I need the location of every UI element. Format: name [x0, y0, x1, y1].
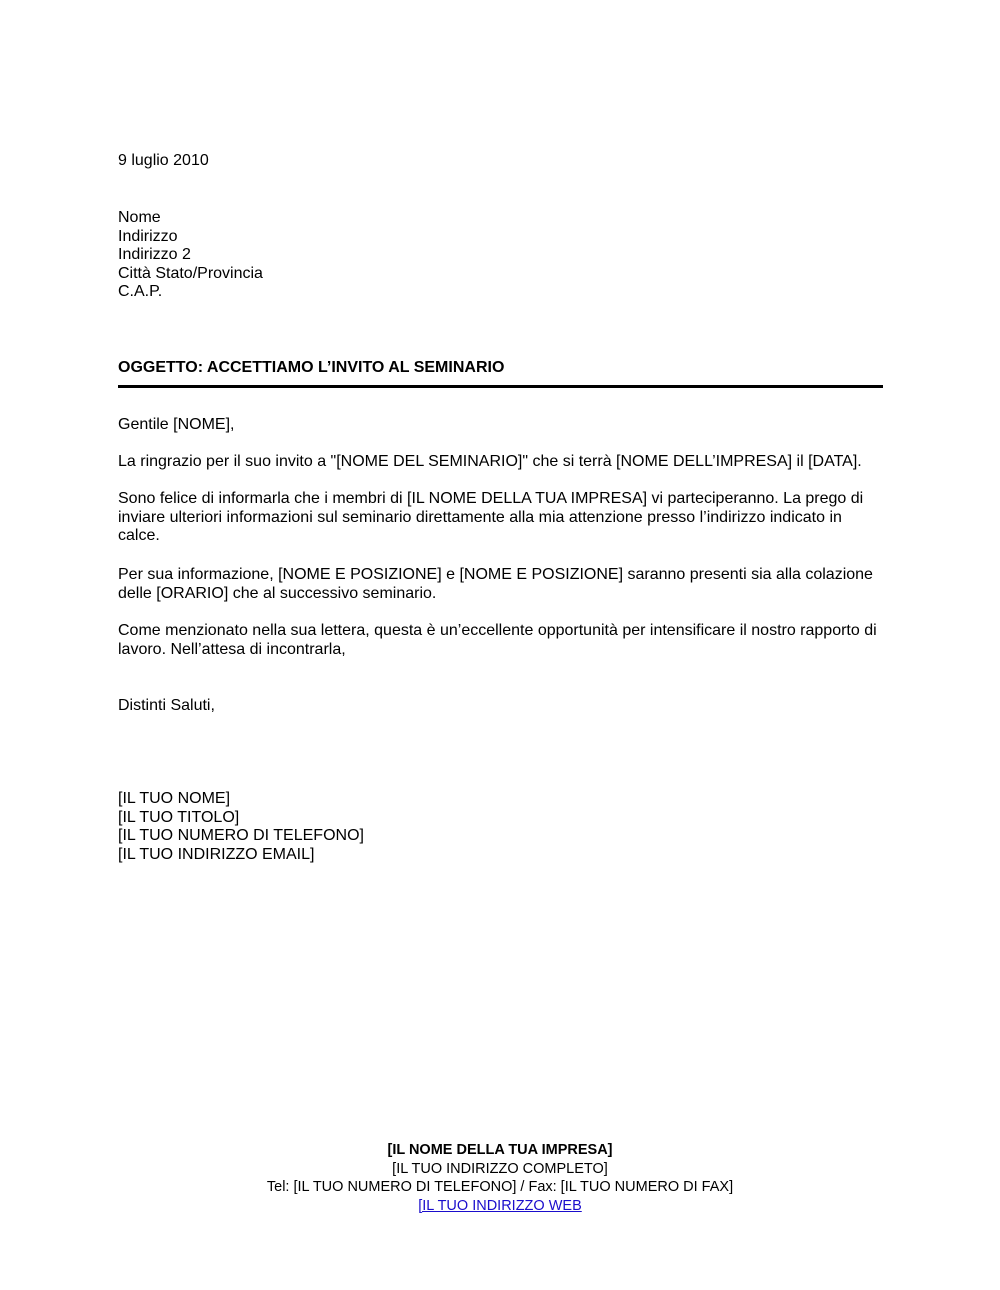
- greeting-text: Gentile [NOME],: [118, 416, 235, 433]
- body-paragraph-2: [118, 490, 888, 546]
- signature-title: [IL TUO TITOLO]: [118, 808, 240, 826]
- body-paragraph-1: [118, 453, 888, 472]
- date-text: 9 luglio 2010: [118, 152, 209, 169]
- greeting: [118, 416, 888, 435]
- recipient-address-block: [118, 209, 888, 302]
- subject-divider: [118, 385, 883, 388]
- footer-web-link[interactable]: [IL TUO INDIRIZZO WEB: [418, 1197, 582, 1214]
- recipient-postal-code: C.A.P.: [118, 283, 163, 301]
- closing: [118, 697, 888, 716]
- footer-address: [IL TUO INDIRIZZO COMPLETO]: [392, 1160, 608, 1177]
- paragraph-text: Per sua informazione, [NOME E POSIZIONE] e [NOME E POSIZIONE] saranno presenti sia alla colazione delle [ORARIO] che al successivo seminario.: [118, 566, 873, 602]
- recipient-name: Nome: [118, 209, 161, 226]
- subject-line: [118, 359, 888, 378]
- recipient-city-state: Città Stato/Provincia: [118, 264, 263, 282]
- signature-block: [118, 790, 888, 864]
- subject-text: OGGETTO: ACCETTIAMO L’INVITO AL SEMINARIO: [118, 359, 505, 376]
- signature-email: [IL TUO INDIRIZZO EMAIL]: [118, 845, 315, 863]
- recipient-address-line-1: Indirizzo: [118, 227, 178, 245]
- paragraph-text: Come menzionato nella sua lettera, questa è un’eccellente opportunità per intensificare il nostro rapporto di lavoro. Nell’attesa di incontrarla,: [118, 622, 877, 658]
- footer-company-name: [IL NOME DELLA TUA IMPRESA]: [387, 1142, 613, 1158]
- recipient-address-line-2: Indirizzo 2: [118, 246, 191, 264]
- closing-text: Distinti Saluti,: [118, 697, 215, 714]
- letterhead-footer: [0, 1141, 1000, 1215]
- body-paragraph-4: [118, 622, 888, 659]
- signature-name: [IL TUO NOME]: [118, 790, 231, 807]
- paragraph-text: Sono felice di informarla che i membri di [IL NOME DELLA TUA IMPRESA] vi parteciperanno. La prego di inviare ulteriori informazioni sul seminario direttamente alla mia attenzione presso l’indirizzo indicato in calce.: [118, 490, 864, 545]
- signature-phone: [IL TUO NUMERO DI TELEFONO]: [118, 827, 364, 845]
- paragraph-text: La ringrazio per il suo invito a "[NOME DEL SEMINARIO]" che si terrà [NOME DELL’IMPRESA] il [DATA].: [118, 453, 862, 470]
- footer-contact: Tel: [IL TUO NUMERO DI TELEFONO] / Fax: [IL TUO NUMERO DI FAX]: [266, 1179, 734, 1195]
- letter-date: [118, 152, 888, 171]
- body-paragraph-3: [118, 566, 888, 603]
